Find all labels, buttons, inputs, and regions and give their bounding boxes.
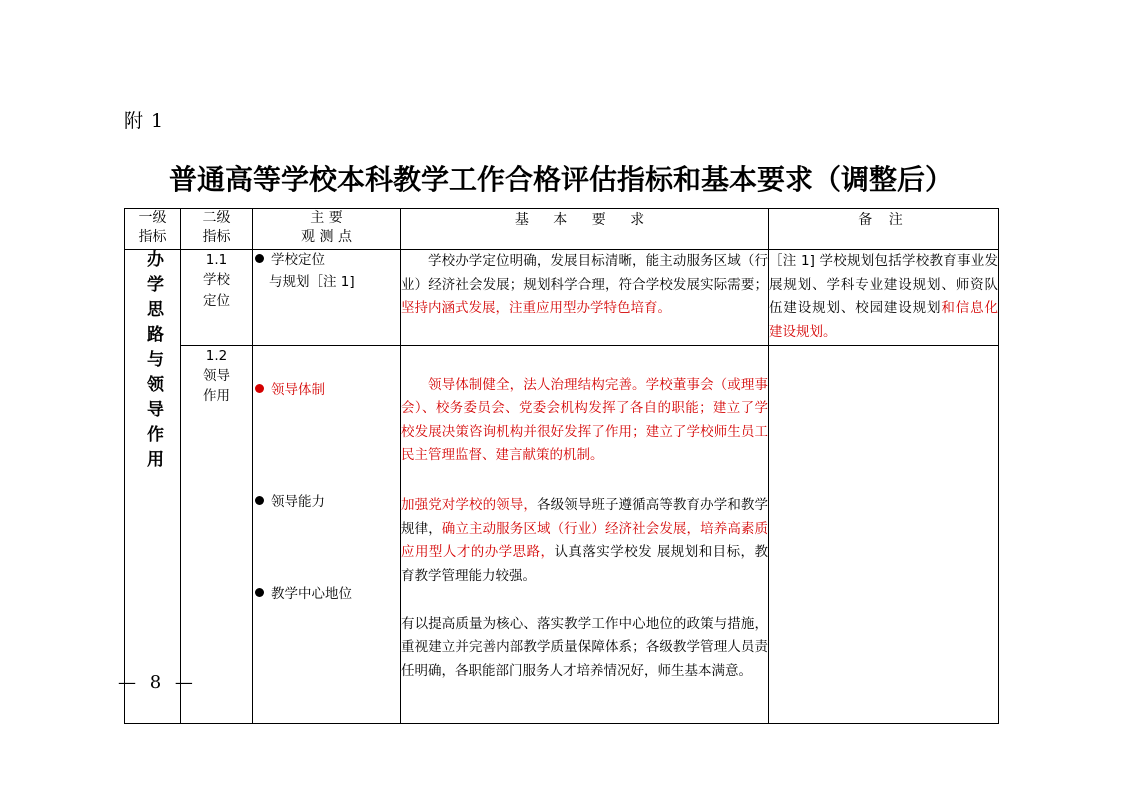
level2-indicator-1-2: [181, 345, 253, 724]
attachment-label: 附 1: [124, 110, 165, 132]
header-level2: [181, 209, 253, 250]
remark-1-2: [769, 345, 999, 724]
level1-indicator-cell: [125, 250, 181, 724]
header-remark: [769, 209, 999, 250]
observation-label: 教学中心地位: [271, 585, 352, 602]
level2-line-2: 学校: [203, 272, 230, 289]
requirement-block-2-run-2: 各级领导班子遵循高等教育办学和教学规律，: [401, 497, 769, 537]
header-level1-line2: 指标: [138, 228, 167, 245]
level2-indicator-1-1: [181, 250, 253, 346]
observation-label: 领导能力: [271, 493, 325, 510]
observation-item-leadership-capacity: [253, 492, 400, 584]
page-number: — 8 —: [118, 672, 197, 693]
remark-text-black: ［注 1] 学校规划包括学校教育事业发展规划、学科专业建设规划、师资队伍建设规划、校园建设规划: [769, 253, 998, 317]
requirement-text-red: 坚持内涵式发展，注重应用型办学特色培育。: [401, 300, 671, 317]
header-observation-line2: 观 测 点: [301, 228, 352, 245]
requirement-block-2-run-4: 认真落实学校发 展规划和目标，教育教学管理能力较强。: [401, 544, 768, 584]
observation-points-1-1: [253, 250, 401, 346]
requirement-block-2-run-3: 确立主动服务区域（行业）经济社会发展，培养高素质应用型人才的办学思路，: [401, 520, 769, 561]
requirement-block-3-text: 有以提高质量为核心、落实教学工作中心地位的政策与措施，重视建立并完善内部教学质量保障体系；各级教学管理人员责任明确，各职能部门服务人才培养情况好，师生基本满意。: [401, 615, 768, 679]
bullet-icon: [255, 588, 264, 597]
header-level2-line2: 指标: [202, 228, 231, 245]
observation-label: 领导体制: [271, 381, 325, 398]
level2-line-3: 定位: [203, 292, 230, 309]
level2-line-3: 作用: [203, 388, 230, 404]
remark-1-1: [769, 250, 999, 346]
header-observation-line1: 主 要: [310, 210, 343, 226]
observation-item: [253, 250, 400, 272]
observation-item-teaching-center: [253, 584, 400, 606]
observation-points-1-2: [253, 345, 401, 724]
observation-item-continued: [253, 272, 400, 294]
remark-text-red: 和信息化建设规划。: [769, 300, 999, 340]
basic-requirement-1-2: [401, 345, 769, 724]
level2-line-2: 领导: [203, 367, 230, 384]
requirement-text-black: 学校办学定位明确，发展目标清晰，能主动服务区域（行业）经济社会发展；规划科学合理，符合学校发展实际需要；: [401, 253, 768, 293]
bullet-icon: [255, 254, 264, 263]
page-title: 普通高等学校本科教学工作合格评估指标和基本要求（调整后）: [168, 163, 953, 196]
header-level2-line1: 二级: [202, 210, 231, 226]
header-remark-text: 备 注: [858, 212, 909, 228]
header-basic-requirement: [401, 209, 769, 250]
table-row-1-1: [125, 250, 999, 346]
table-header-row: [125, 209, 999, 250]
bullet-icon: [255, 496, 264, 505]
requirement-block-1-text: 领导体制健全，法人治理结构完善。学校董事会（或理事会）、校务委员会、党委会机构发挥了各自的职能；建立了学校发展决策咨询机构并很好发挥了作用；建立了学校师生员工民主管理监督、建言献策的机制。: [401, 376, 768, 464]
evaluation-indicator-table: [124, 208, 999, 724]
header-level1-line1: 一级: [138, 210, 167, 226]
level2-line-1: 1.2: [205, 347, 228, 364]
header-level1: [125, 209, 181, 250]
requirement-block-2-run-1: 加强党对学校的领导，: [401, 497, 537, 513]
observation-label-line1: 学校定位: [271, 252, 325, 268]
header-observation-point: [253, 209, 401, 250]
header-basic-requirement-text: 基 本 要 求: [514, 212, 655, 228]
bullet-icon: [255, 384, 264, 393]
level2-line-1: 1.1: [205, 252, 228, 268]
table-row-1-2: [125, 345, 999, 724]
observation-label-line2: 与规划［注 1]: [269, 273, 355, 290]
level1-indicator-label: 办学思路与领导作用: [143, 250, 163, 475]
observation-item-leadership-system: [253, 380, 400, 492]
basic-requirement-1-1: [401, 250, 769, 346]
